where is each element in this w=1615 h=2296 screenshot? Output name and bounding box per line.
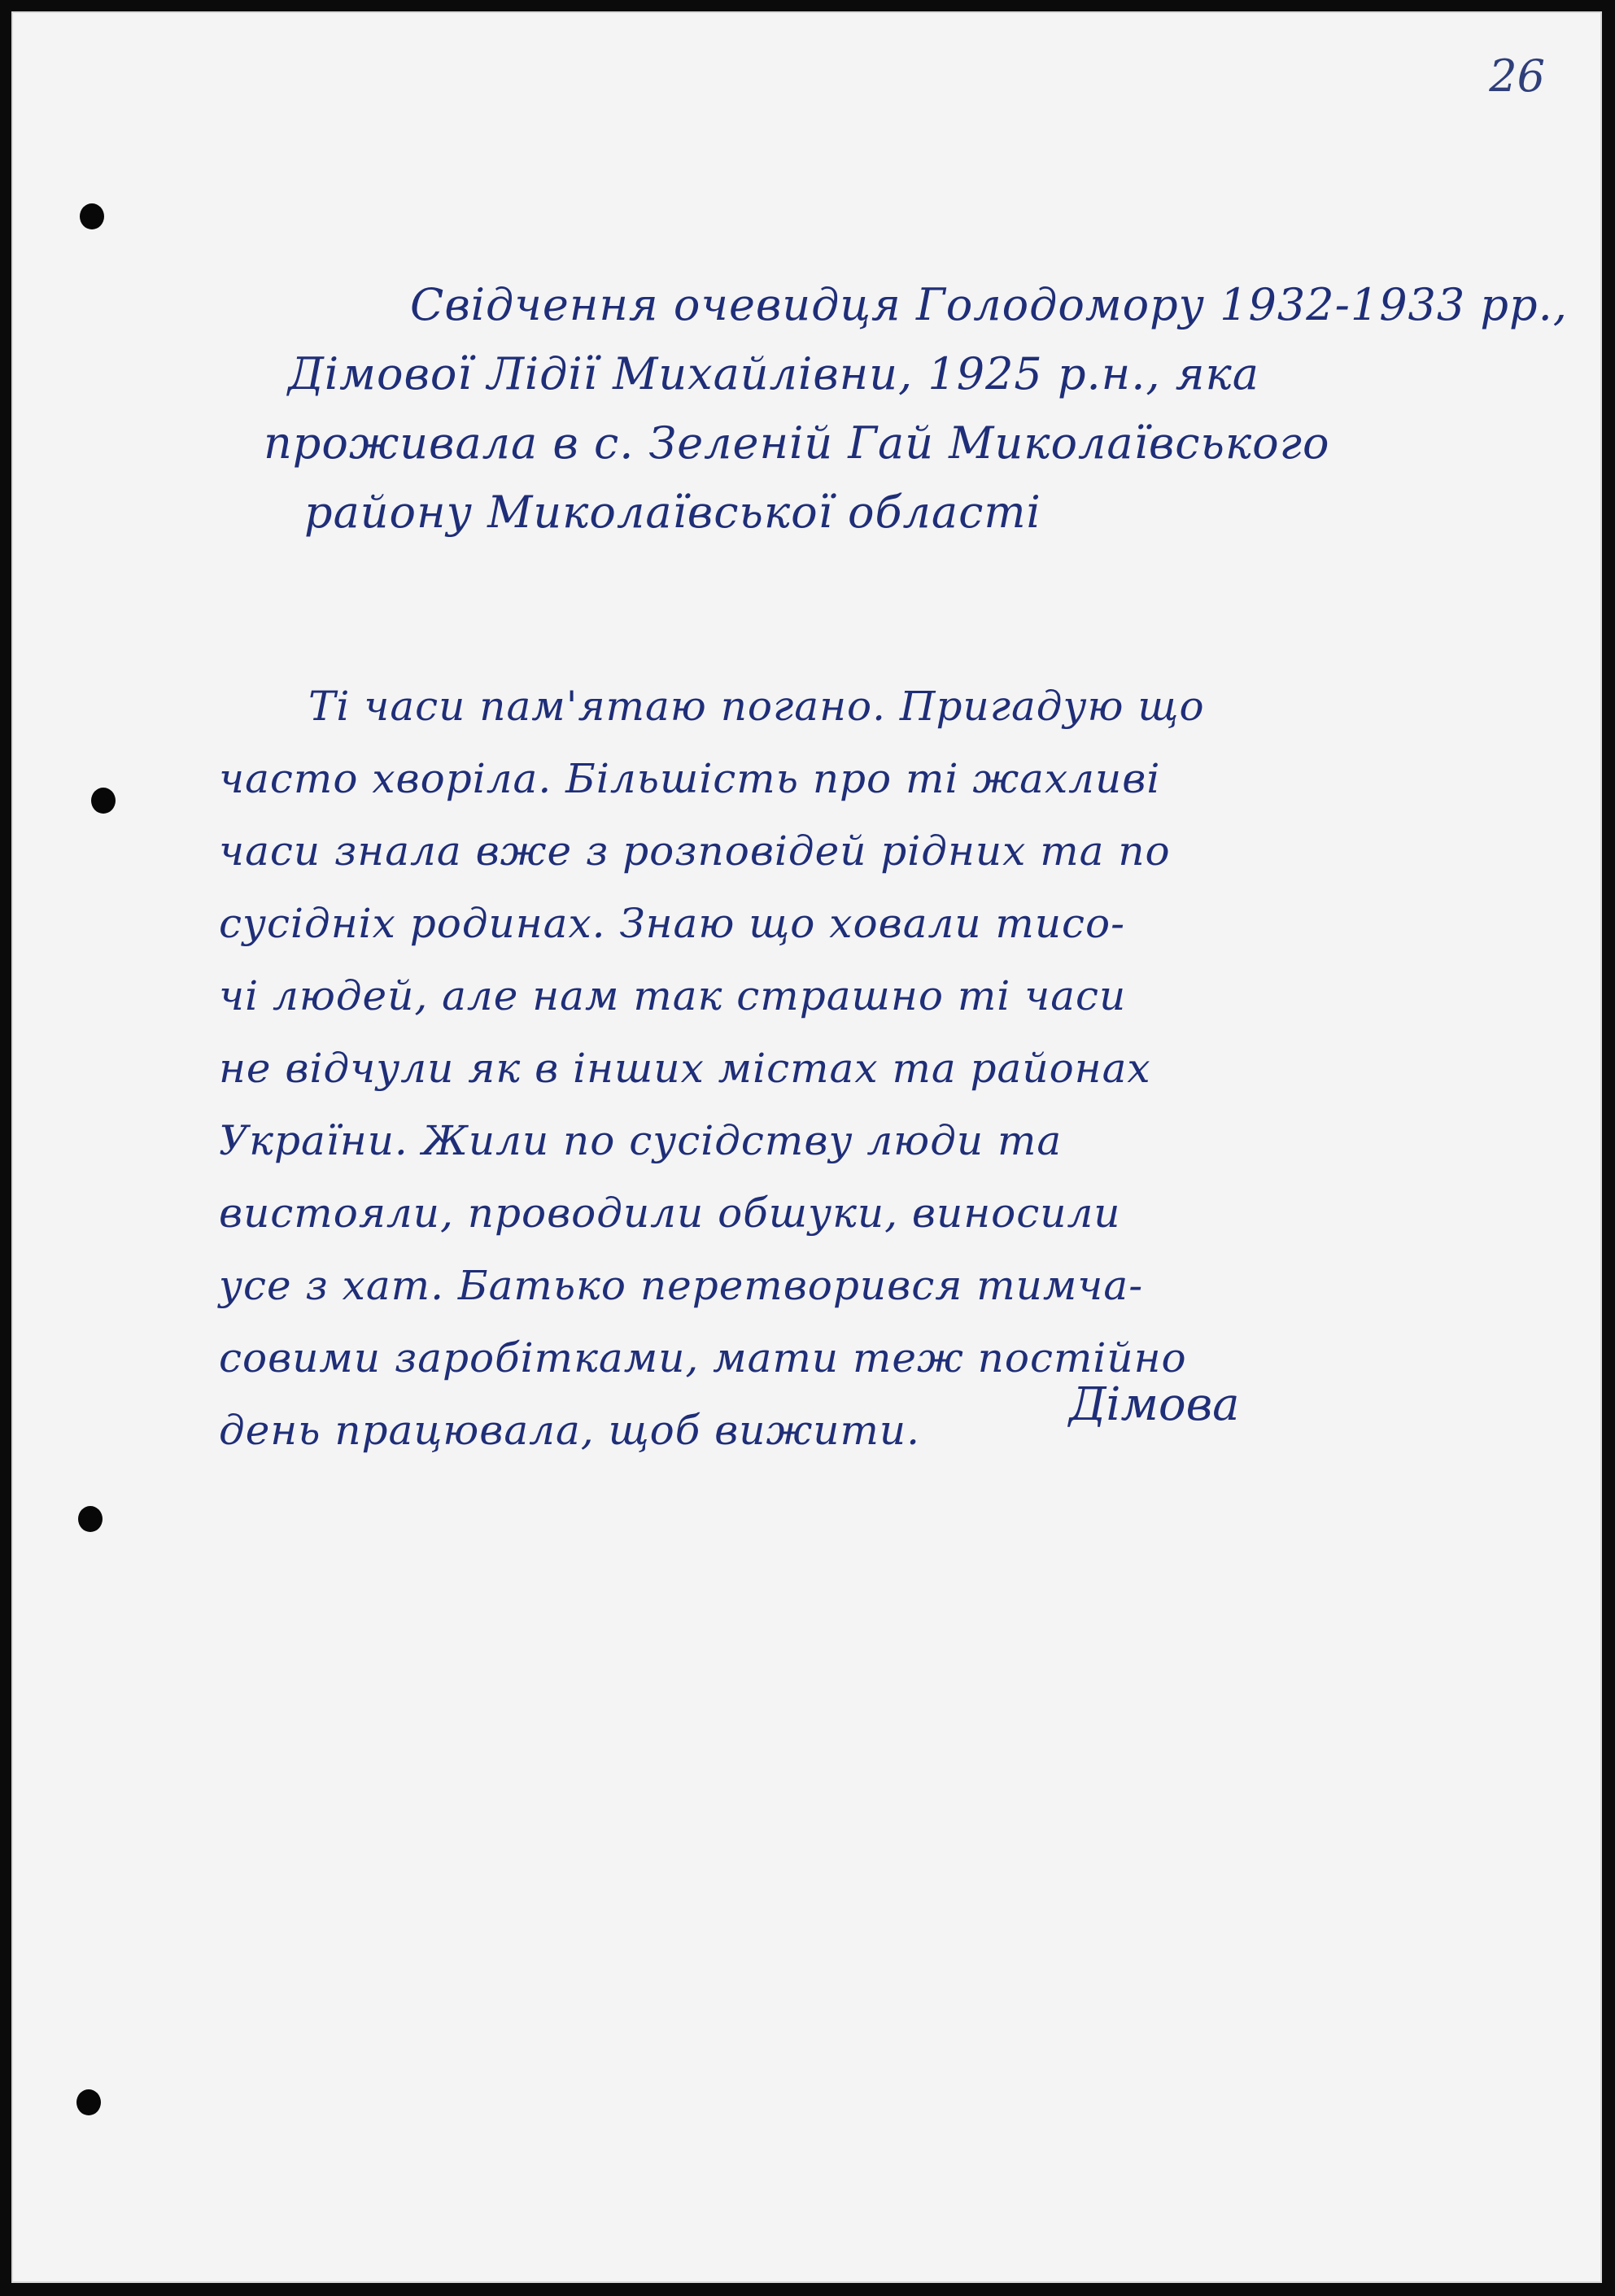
body-line: часто хворіла. Більшість про ті жахливі [219,755,1161,802]
body-line: усе з хат. Батько перетворився тимча- [219,1262,1144,1309]
body-line: день працювала, щоб вижити. [219,1407,921,1454]
body-line: вистояли, проводили обшуки, виносили [219,1189,1121,1237]
body-line: часи знала вже з розповідей рідних та по [219,827,1171,875]
punch-hole [80,203,104,229]
testimony-heading [264,270,1568,547]
body-line: України. Жили по сусідству люди та [219,1117,1063,1164]
body-line: Ті часи пам'ятаю погано. Пригадую що [308,683,1205,730]
heading-line: проживала в с. Зеленій Гай Миколаївського [264,417,1330,469]
heading-line: Дімової Лідії Михайлівни, 1925 р.н., яка [288,348,1259,399]
body-line: не відчули як в інших містах та районах [219,1045,1151,1092]
signature: Дімова [1069,1378,1240,1431]
body-line: совими заробітками, мати теж постійно [219,1334,1187,1382]
heading-line: району Миколаївської області [304,487,1041,538]
testimony-body [219,670,1537,1467]
body-line: чі людей, але нам так страшно ті часи [219,972,1127,1019]
heading-line: Свідчення очевидця Голодомору 1932-1933 рр., [410,279,1568,330]
body-line: сусідніх родинах. Знаю що ховали тисо- [219,900,1126,947]
document-page [11,11,1602,2283]
punch-hole [76,2089,101,2115]
page-number: 26 [1489,50,1545,102]
punch-hole [91,788,116,814]
punch-hole [78,1506,103,1532]
